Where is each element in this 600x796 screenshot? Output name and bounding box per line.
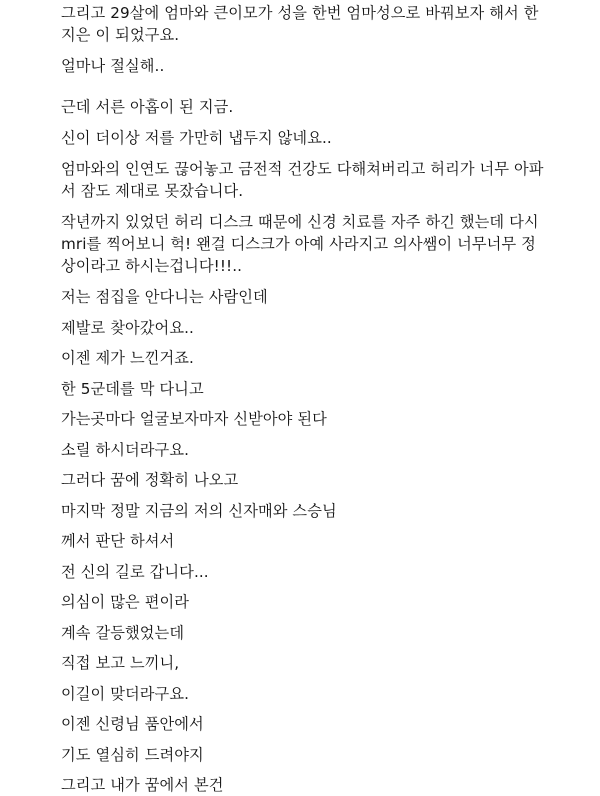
text-line: 계속 갈등했었는데 [61,623,185,642]
text-line: 작년까지 있었던 허리 디스크 때문에 신경 치료를 자주 하긴 했는데 다시 [61,213,539,231]
text-line: mri를 찍어보니 헉! 왠걸 디스크가 아예 사라지고 의사쌤이 너무너무 정 [61,235,536,253]
text-line: 엄마와의 인연도 끊어놓고 금전적 건강도 다해쳐버리고 허리가 너무 아파 [61,160,544,178]
text-line: 얼마나 절실해.. [61,57,165,75]
text-line: 그러다 꿈에 정확히 나오고 [61,471,239,489]
text-line: 전 신의 길로 갑니다... [61,562,209,581]
text-line: 마지막 정말 지금의 저의 신자매와 스승님 [61,501,337,520]
paragraph-spirit [61,127,586,149]
text-line: 소릴 하시더라구요. [61,440,190,459]
paragraph-health [61,158,586,202]
text-line: 근데 서른 아홉이 된 지금. [61,98,234,116]
text-line: 이젠 신령님 품안에서 [61,715,204,733]
text-line: 신이 더이상 저를 가만히 냅두지 않네요.. [61,129,332,147]
text-line: 제발로 찾아갔어요.. [61,318,194,337]
text-line: 상이라고 하시는겁니다!!!.. [61,257,243,275]
text-line: 저는 점집을 안다니는 사람인데 [61,288,268,306]
text-line: 한 5군데를 막 다니고 [61,379,204,398]
text-line: 이길이 맞더라구요. [61,684,190,703]
text-line: 가는곳마다 얼굴보자마자 신받아야 된다 [61,410,327,428]
text-line: 직접 보고 느끼니, [61,654,180,672]
paragraph-desperate [61,55,586,77]
text-line: 이젠 제가 느낀거죠. [61,349,194,367]
paragraph-now-39 [61,96,586,118]
paragraph-disc [61,211,586,277]
text-line: 기도 열심히 드려야지 [61,745,204,764]
text-line: 그리고 내가 꿈에서 본건 [61,776,224,794]
text-line: 서 잠도 제대로 못잤습니다. [61,182,244,200]
text-line: 의심이 많은 편이라 [61,593,190,611]
text-line: 께서 판단 하셔서 [61,532,175,550]
paragraph-surname-change [61,2,586,46]
text-line: 지은 이 되었구요. [61,26,180,44]
text-line: 그리고 29살에 엄마와 큰이모가 성을 한번 엄마성으로 바꿔보자 해서 한 [61,4,539,22]
